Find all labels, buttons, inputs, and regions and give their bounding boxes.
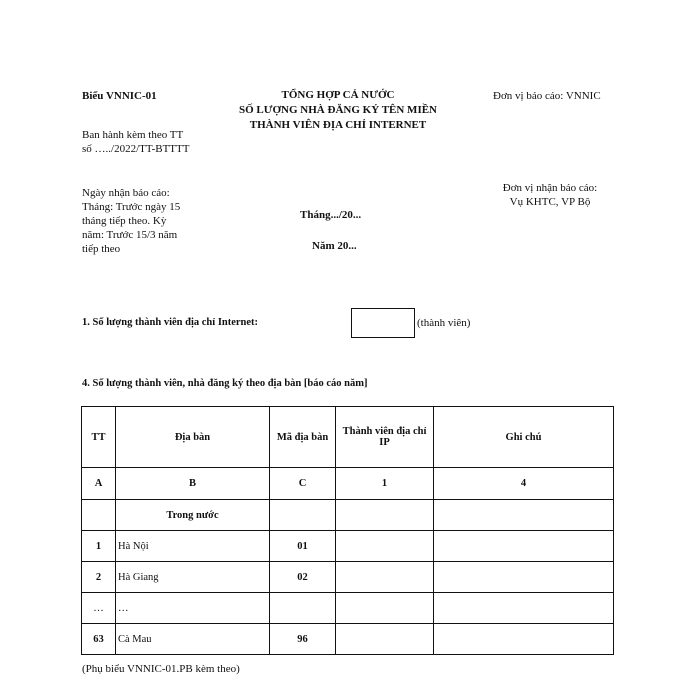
table-cell[interactable]	[336, 562, 434, 593]
header-cell: Địa bàn	[116, 407, 270, 468]
receive-date-note	[82, 186, 202, 256]
title-line: TỔNG HỢP CẢ NƯỚC	[281, 89, 395, 101]
table-cell: 96	[270, 624, 336, 655]
table-cell: Cà Mau	[116, 624, 270, 655]
table-cell: 01	[270, 531, 336, 562]
receiving-unit-line: Vụ KHTC, VP Bộ	[509, 196, 591, 208]
header-cell: Mã địa bàn	[270, 407, 336, 468]
title-line: THÀNH VIÊN ĐỊA CHỈ INTERNET	[249, 119, 427, 131]
title-line: SỐ LƯỢNG NHÀ ĐĂNG KÝ TÊN MIỀN	[238, 104, 438, 116]
report-year: Năm 20...	[312, 240, 357, 252]
receive-date-line: tháng tiếp theo. Kỳ	[82, 215, 167, 227]
table-row	[82, 593, 614, 624]
table-cell: Hà Nội	[116, 531, 270, 562]
appendix-footnote: (Phụ biểu VNNIC-01.PB kèm theo)	[82, 663, 240, 675]
receive-date-line: Tháng: Trước ngày 15	[82, 201, 181, 213]
members-by-region-table	[81, 406, 614, 655]
table-cell[interactable]	[434, 531, 614, 562]
table-cell	[270, 593, 336, 624]
member-count-field[interactable]	[351, 308, 415, 338]
report-month: Tháng.../20...	[300, 209, 362, 221]
code-cell: 4	[434, 468, 614, 500]
receive-date-line: Ngày nhận báo cáo:	[82, 187, 170, 199]
header-cell: Thành viên địa chỉ IP	[336, 407, 434, 468]
code-cell: C	[270, 468, 336, 500]
receiving-unit	[470, 181, 630, 209]
reporting-unit: Đơn vị báo cáo: VNNIC	[493, 90, 601, 102]
report-title	[210, 88, 466, 133]
issued-with-line: số …../2022/TT-BTTTT	[82, 143, 190, 155]
table-cell: …	[116, 593, 270, 624]
member-count-unit: (thành viên)	[417, 317, 471, 329]
header-cell: TT	[82, 407, 116, 468]
table-cell[interactable]	[336, 531, 434, 562]
table-cell[interactable]	[434, 624, 614, 655]
table-cell: 02	[270, 562, 336, 593]
table-code-row	[82, 468, 614, 500]
table-cell[interactable]	[434, 562, 614, 593]
receive-date-line: năm: Trước 15/3 năm	[82, 229, 178, 241]
table-row	[82, 624, 614, 655]
table-cell: Hà Giang	[116, 562, 270, 593]
form-code: Biểu VNNIC-01	[82, 90, 157, 102]
table-cell: …	[82, 593, 116, 624]
table-cell[interactable]	[336, 500, 434, 531]
code-cell: 1	[336, 468, 434, 500]
issued-with-line: Ban hành kèm theo TT	[82, 129, 184, 141]
receive-date-line: tiếp theo	[82, 243, 121, 255]
code-cell: A	[82, 468, 116, 500]
section-4-label: 4. Số lượng thành viên, nhà đăng ký theo địa bàn [báo cáo năm]	[82, 378, 368, 389]
issued-with-note	[82, 128, 189, 156]
table-row	[82, 500, 614, 531]
table-header-row	[82, 407, 614, 468]
table-cell[interactable]	[434, 500, 614, 531]
table-cell: 2	[82, 562, 116, 593]
table-cell[interactable]	[336, 593, 434, 624]
section-1-label: 1. Số lượng thành viên địa chỉ Internet:	[82, 317, 259, 328]
table-cell[interactable]	[434, 593, 614, 624]
header-cell: Ghi chú	[434, 407, 614, 468]
table-cell: 1	[82, 531, 116, 562]
table-cell: Trong nước	[116, 500, 270, 531]
table-cell	[270, 500, 336, 531]
table-row	[82, 562, 614, 593]
table-cell: 63	[82, 624, 116, 655]
table-cell	[82, 500, 116, 531]
receiving-unit-line: Đơn vị nhận báo cáo:	[502, 182, 598, 194]
table-cell[interactable]	[336, 624, 434, 655]
table-row	[82, 531, 614, 562]
code-cell: B	[116, 468, 270, 500]
